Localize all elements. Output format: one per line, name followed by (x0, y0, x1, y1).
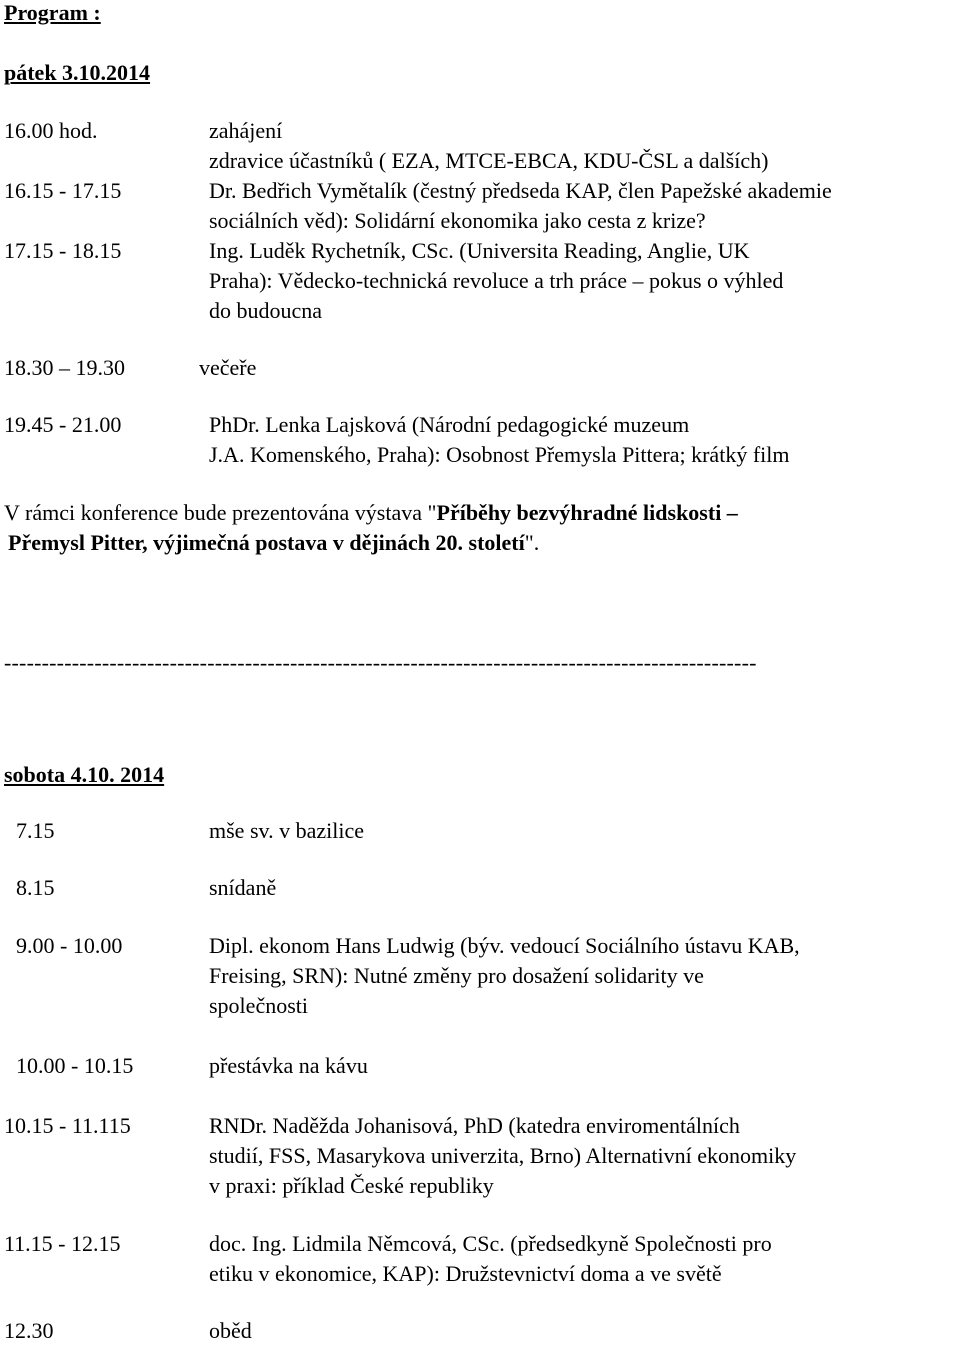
schedule-text: Praha): Vědecko-technická revoluce a trh práce – pokus o výhled (209, 268, 784, 293)
schedule-text: etiku v ekonomice, KAP): Družstevnictví doma a ve světě (209, 1261, 722, 1286)
schedule-time: 11.15 - 12.15 (4, 1231, 121, 1256)
dashed-separator: ---------------------------------------------------------------------------------------------------- (4, 650, 757, 675)
schedule-text: sociálních věd): Solidární ekonomika jako cesta z krize? (209, 208, 706, 233)
schedule-time: 10.00 - 10.15 (16, 1053, 134, 1078)
exhibition-line-2 (8, 530, 539, 556)
schedule-text: večeře (199, 355, 257, 380)
schedule-text: Ing. Luděk Rychetník, CSc. (Universita Reading, Anglie, UK (209, 238, 750, 263)
schedule-text: společnosti (209, 993, 308, 1018)
schedule-text: Freising, SRN): Nutné změny pro dosažení solidarity ve (209, 963, 704, 988)
schedule-time: 16.15 - 17.15 (4, 178, 122, 203)
exhibition-line-1 (4, 500, 738, 526)
schedule-text: RNDr. Naděžda Johanisová, PhD (katedra enviromentálních (209, 1113, 740, 1138)
schedule-text: mše sv. v bazilice (209, 818, 364, 843)
schedule-text: doc. Ing. Lidmila Němcová, CSc. (předsedkyně Společnosti pro (209, 1231, 772, 1256)
schedule-text: zahájení (209, 118, 283, 143)
schedule-time: 18.30 – 19.30 (4, 355, 125, 380)
exhibition-title-part-1: Příběhy bezvýhradné lidskosti – (436, 500, 738, 525)
schedule-time: 10.15 - 11.115 (4, 1113, 131, 1138)
schedule-text: J.A. Komenského, Praha): Osobnost Přemysla Pittera; krátký film (209, 442, 790, 467)
schedule-text: Dr. Bedřich Vymětalík (čestný předseda KAP, člen Papežské akademie (209, 178, 832, 203)
exhibition-title-part-2: Přemysl Pitter, výjimečná postava v dějinách 20. století (8, 530, 525, 555)
exhibition-prefix: V rámci konference bude prezentována výstava " (4, 500, 437, 525)
schedule-time: 7.15 (16, 818, 55, 843)
schedule-text: oběd (209, 1318, 252, 1343)
schedule-time: 8.15 (16, 875, 55, 900)
friday-date-heading: pátek 3.10.2014 (4, 60, 151, 85)
schedule-time: 12.30 (4, 1318, 54, 1343)
schedule-text: studií, FSS, Masarykova univerzita, Brno) Alternativní ekonomiky (209, 1143, 797, 1168)
schedule-text: snídaně (209, 875, 277, 900)
schedule-text: do budoucna (209, 298, 323, 323)
schedule-text: PhDr. Lenka Lajsková (Národní pedagogické muzeum (209, 412, 690, 437)
schedule-time: 9.00 - 10.00 (16, 933, 123, 958)
schedule-time: 16.00 hod. (4, 118, 98, 143)
schedule-time: 19.45 - 21.00 (4, 412, 122, 437)
exhibition-suffix: ". (524, 530, 540, 555)
schedule-text: přestávka na kávu (209, 1053, 368, 1078)
schedule-text: Dipl. ekonom Hans Ludwig (býv. vedoucí Sociálního ústavu KAB, (209, 933, 800, 958)
saturday-date-heading: sobota 4.10. 2014 (4, 762, 165, 787)
program-heading: Program : (4, 0, 101, 25)
schedule-time: 17.15 - 18.15 (4, 238, 122, 263)
schedule-text: v praxi: příklad České republiky (209, 1173, 494, 1198)
schedule-text: zdravice účastníků ( EZA, MTCE-EBCA, KDU-ČSL a dalších) (209, 148, 769, 173)
